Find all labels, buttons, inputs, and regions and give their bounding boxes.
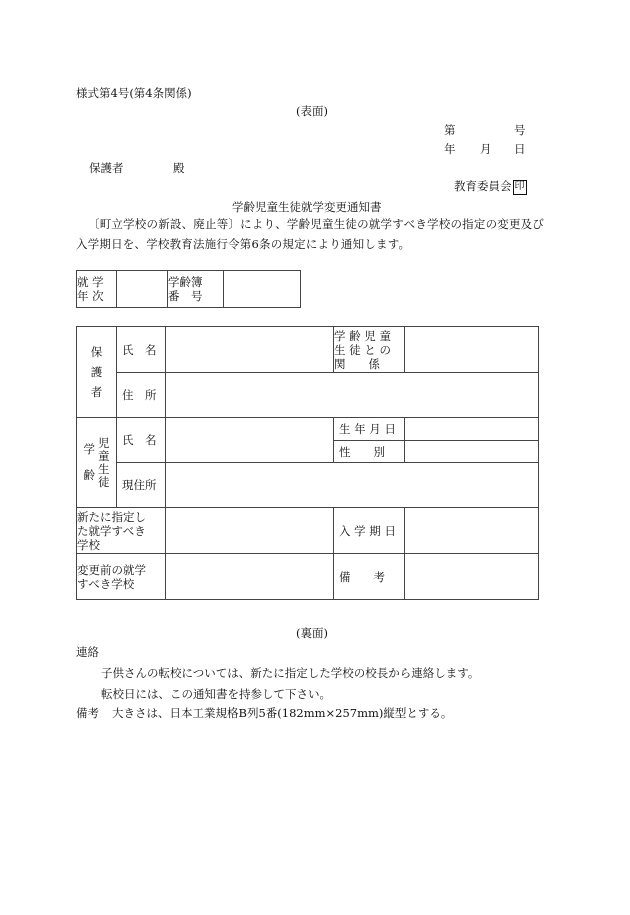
new-school-line2: た就学すべき: [77, 523, 146, 538]
grade-label-line1: 就 学: [77, 275, 104, 289]
body-paragraph: [76, 214, 554, 254]
guardian-address-cell[interactable]: [166, 373, 539, 418]
birthdate-cell[interactable]: [405, 418, 539, 441]
grade-register-table: [76, 270, 301, 308]
sex-label: 性 別: [334, 441, 405, 463]
child-right-char-2: 童: [98, 448, 110, 463]
note-label: 備考: [76, 706, 99, 720]
child-right-char-3: 生: [98, 461, 110, 476]
child-right-char-4: 徒: [98, 474, 110, 489]
child-left-char-1: 学: [83, 442, 95, 456]
body-text: 〔町立学校の新設、廃止等〕により、学齢児童生徒の就学すべき学校の指定の変更及び入学期日を、学校教育法施行令第6条の規定により通知します。: [76, 217, 545, 251]
relation-line2: 生 徒 と の: [334, 342, 391, 357]
contact-heading: 連絡: [76, 645, 99, 659]
note-text: 大きさは、日本工業規格B列5番(182mm×257mm)縦型とする。: [112, 706, 453, 720]
relation-line3: 関 係: [334, 356, 380, 371]
remarks-cell[interactable]: [405, 554, 539, 600]
doc-number-dai: 第: [444, 123, 456, 137]
seal-mark: 印: [513, 180, 527, 195]
enroll-date-cell[interactable]: [405, 508, 539, 554]
main-info-table: [76, 326, 539, 600]
new-school-line1: 新たに指定し: [77, 509, 146, 524]
current-address-cell[interactable]: [166, 463, 539, 508]
birthdate-label: 生 年 月 日: [334, 418, 405, 441]
date-month: 月: [480, 142, 492, 156]
enroll-date-label: 入 学 期 日: [334, 508, 405, 554]
relation-line1: 学 齢 児 童: [334, 328, 391, 343]
date-year: 年: [444, 142, 456, 156]
relation-cell[interactable]: [405, 327, 539, 373]
old-school-line2: すべき学校: [77, 576, 135, 591]
current-address-label: 現住所: [117, 463, 166, 508]
child-name-label: 氏 名: [117, 418, 166, 463]
new-school-line3: 学校: [77, 537, 100, 552]
guardian-char-1: 保: [90, 345, 103, 359]
document-title: 学齢児童生徒就学変更通知書: [232, 200, 382, 214]
recipient-label: 保護者: [89, 161, 124, 175]
child-right-char-1: 児: [98, 435, 110, 450]
child-left-char-2: 齢: [83, 468, 95, 482]
remarks-label: 備 考: [334, 554, 405, 600]
contact-line-2: 転校日には、この通知書を持参して下さい。: [101, 687, 331, 701]
child-name-cell[interactable]: [166, 418, 334, 463]
date-day: 日: [514, 142, 526, 156]
old-school-label: [77, 554, 166, 600]
new-school-cell[interactable]: [166, 508, 334, 554]
register-label-line2: 番 号: [168, 289, 203, 303]
back-side-label: (裏面): [296, 626, 328, 640]
relation-label: [334, 327, 405, 373]
grade-label-line2: 年 次: [77, 289, 104, 303]
doc-number-go: 号: [514, 123, 526, 137]
guardian-section-label: [77, 327, 117, 418]
register-label-line1: 学齢簿: [168, 275, 203, 289]
register-label: [168, 271, 224, 308]
front-side-label: (表面): [296, 104, 328, 118]
old-school-line1: 変更前の就学: [77, 562, 146, 577]
guardian-name-cell[interactable]: [166, 327, 334, 373]
grade-value-cell[interactable]: [117, 271, 168, 308]
register-value-cell[interactable]: [224, 271, 301, 308]
grade-label: [77, 271, 117, 308]
issuer: [454, 179, 527, 195]
guardian-char-3: 者: [90, 385, 103, 399]
contact-line-1: 子供さんの転校については、新たに指定した学校の校長から連絡します。: [101, 666, 480, 680]
new-school-label: [77, 508, 166, 554]
old-school-cell[interactable]: [166, 554, 334, 600]
guardian-name-label: 氏 名: [117, 327, 166, 373]
recipient-dono: 殿: [173, 161, 185, 175]
issuer-name: 教育委員会: [454, 179, 512, 193]
form-number: 様式第4号(第4条関係): [76, 86, 192, 100]
child-section-label: [77, 418, 117, 508]
guardian-address-label: 住 所: [117, 373, 166, 418]
guardian-char-2: 護: [90, 365, 103, 379]
sex-cell[interactable]: [405, 441, 539, 463]
